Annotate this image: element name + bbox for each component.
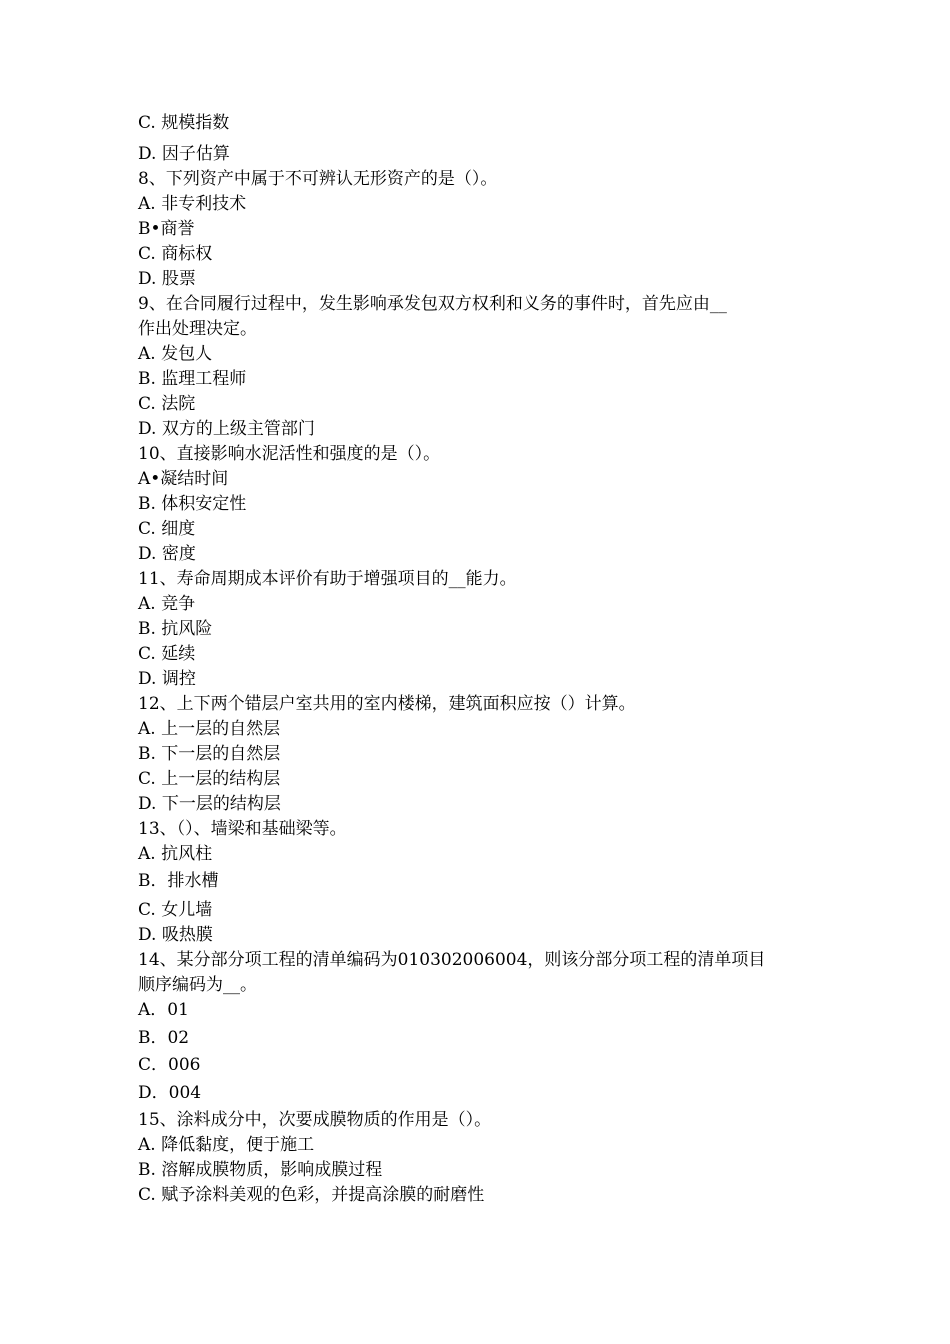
question-8: 8、下列资产中属于不可辨认无形资产的是（）。 xyxy=(138,169,498,189)
option-14d: D．004 xyxy=(138,1083,202,1103)
option-13b: B．排水槽 xyxy=(138,871,219,891)
option-7c: C. 规模指数 xyxy=(138,113,230,133)
option-8a: A. 非专利技术 xyxy=(138,194,247,214)
option-12a: A. 上一层的自然层 xyxy=(138,719,281,739)
option-9c: C. 法院 xyxy=(138,394,196,414)
question-12: 12、上下两个错层户室共用的室内楼梯，建筑面积应按（）计算。 xyxy=(138,694,636,714)
option-8d: D. 股票 xyxy=(138,269,196,289)
question-11: 11、寿命周期成本评价有助于增强项目的__能力。 xyxy=(138,569,517,589)
option-10d: D. 密度 xyxy=(138,544,196,564)
option-15a: A. 降低黏度，便于施工 xyxy=(138,1135,315,1155)
question-14: 14、某分部分项工程的清单编码为010302006004，则该分部分项工程的清单项目 xyxy=(138,950,766,970)
question-15: 15、涂料成分中，次要成膜物质的作用是（）。 xyxy=(138,1110,492,1130)
option-12b: B. 下一层的自然层 xyxy=(138,744,281,764)
option-13d: D. 吸热膜 xyxy=(138,925,213,945)
option-10a: A•凝结时间 xyxy=(138,469,229,489)
option-14b: B．02 xyxy=(138,1028,190,1048)
option-11d: D. 调控 xyxy=(138,669,196,689)
option-9b: B. 监理工程师 xyxy=(138,369,247,389)
option-12c: C. 上一层的结构层 xyxy=(138,769,281,789)
option-11c: C. 延续 xyxy=(138,644,196,664)
option-14a: A．01 xyxy=(138,1000,189,1020)
option-13c: C. 女儿墙 xyxy=(138,900,213,920)
question-9-cont: 作出处理决定。 xyxy=(138,319,257,339)
question-9: 9、在合同履行过程中，发生影响承发包双方权利和义务的事件时，首先应由__ xyxy=(138,294,727,314)
option-10c: C. 细度 xyxy=(138,519,196,539)
question-10: 10、直接影响水泥活性和强度的是（）。 xyxy=(138,444,441,464)
option-9a: A. 发包人 xyxy=(138,344,213,364)
option-14c: C．006 xyxy=(138,1055,201,1075)
option-11a: A. 竞争 xyxy=(138,594,196,614)
option-9d: D. 双方的上级主管部门 xyxy=(138,419,315,439)
question-13: 13、（）、墙梁和基础梁等。 xyxy=(138,819,347,839)
option-8b: B•商誉 xyxy=(138,219,195,239)
option-7d: D. 因子估算 xyxy=(138,144,230,164)
option-10b: B. 体积安定性 xyxy=(138,494,247,514)
option-13a: A. 抗风柱 xyxy=(138,844,213,864)
option-12d: D. 下一层的结构层 xyxy=(138,794,281,814)
option-11b: B. 抗风险 xyxy=(138,619,213,639)
option-15b: B. 溶解成膜物质，影响成膜过程 xyxy=(138,1160,383,1180)
question-14-cont: 顺序编码为__。 xyxy=(138,975,257,995)
option-15c: C. 赋予涂料美观的色彩，并提高涂膜的耐磨性 xyxy=(138,1185,485,1205)
option-8c: C. 商标权 xyxy=(138,244,213,264)
